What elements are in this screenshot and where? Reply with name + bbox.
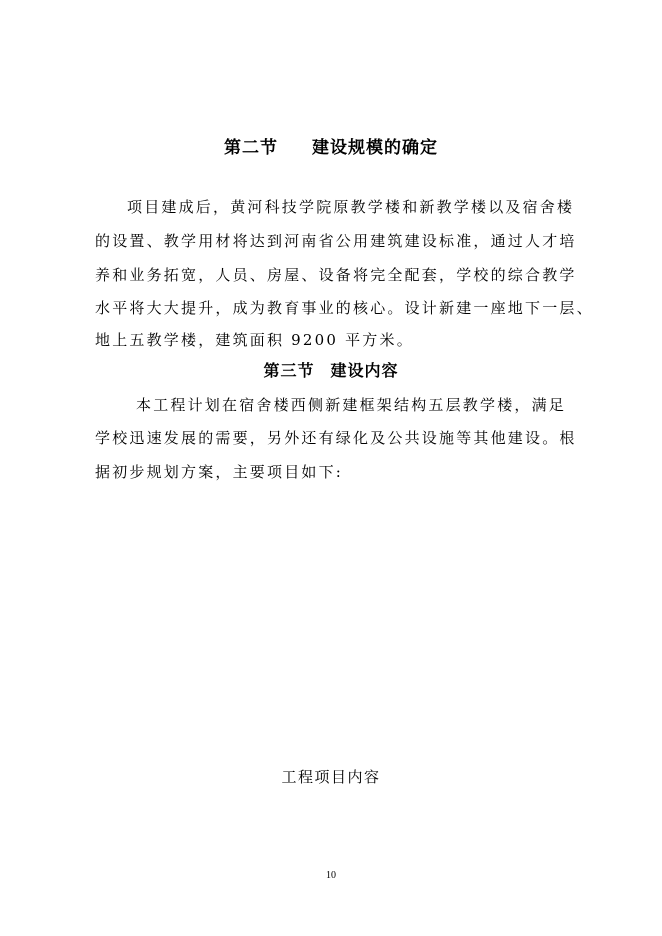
paragraph-line: 的设置、教学用材将达到河南省公用建筑建设标准，通过人才培 bbox=[95, 232, 577, 250]
figure-caption: 工程项目内容 bbox=[281, 768, 381, 786]
section-number: 第三节 bbox=[263, 361, 315, 380]
paragraph-line: 据初步规划方案，主要项目如下: bbox=[95, 463, 344, 481]
paragraph-line: 养和业务拓宽，人员、房屋、设备将完全配套，学校的综合教学 bbox=[95, 266, 577, 284]
section-number: 第二节 bbox=[224, 138, 278, 158]
paragraph-line: 项目建成后，黄河科技学院原教学楼和新教学楼以及宿舍楼 bbox=[127, 198, 575, 216]
section-heading-2 bbox=[0, 133, 662, 158]
paragraph-line: 水平将大大提升，成为教育事业的核心。设计新建一座地下一层、 bbox=[95, 299, 594, 317]
paragraph-line: 地上五教学楼，建筑面积 9200 平方米。 bbox=[95, 331, 414, 349]
paragraph-line: 本工程计划在宿舍楼西侧新建框架结构五层教学楼，满足 bbox=[136, 396, 567, 414]
paragraph-line: 学校迅速发展的需要，另外还有绿化及公共设施等其他建设。根 bbox=[95, 429, 577, 447]
section-title: 建设规模的确定 bbox=[312, 138, 438, 158]
section-title: 建设内容 bbox=[330, 361, 399, 380]
section-heading-3 bbox=[0, 358, 662, 381]
page-number: 10 bbox=[326, 870, 336, 881]
